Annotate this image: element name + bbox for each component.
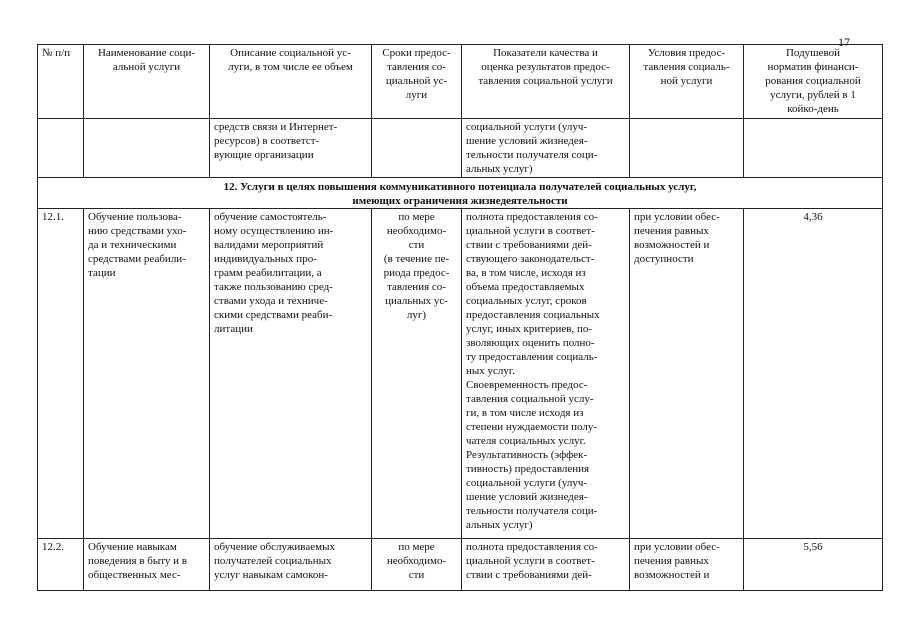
row-num: 12.2.	[38, 539, 84, 591]
cont-num	[38, 119, 84, 178]
services-table	[37, 44, 883, 591]
row-quality: полнота предоставления со- циальной услуги в соответ- ствии с требованиями дей- ствующего законодательст- ва, в том числе, исходя из объема предоставляемых социальных услуг, сроков предоставления социальных услуг, иных критериев, по- зволяющих оценить полно- ту предоставления социаль- ных услуг. Своевременность предос- тавления социальной услу- ги, в том числе исходя из степени нуждаемости полу- чателя социальных услуг. Результативность (эффек- тивность) предоставления социальной услуги (улуч- шение условий жизнедея- тельности получателя соци- альных услуг)	[462, 209, 630, 539]
table-row	[38, 539, 883, 591]
cont-name	[84, 119, 210, 178]
row-terms: по мере необходимо- сти	[372, 539, 462, 591]
cont-description: средств связи и Интернет- ресурсов) в соответст- вующие организации	[210, 119, 372, 178]
cont-conditions	[630, 119, 744, 178]
continuation-row	[38, 119, 883, 178]
row-name: Обучение пользова- нию средствами ухо- да и техническими средствами реабили- тации	[84, 209, 210, 539]
section-title: 12. Услуги в целях повышения коммуникативного потенциала получателей социальных услуг, имеющих ограничения жизнедеятельности	[38, 178, 883, 209]
row-conditions: при условии обес- печения равных возможностей и	[630, 539, 744, 591]
header-conditions: Условия предос- тавления социаль- ной услуги	[630, 45, 744, 119]
header-quality: Показатели качества и оценка результатов предос- тавления социальной услуги	[462, 45, 630, 119]
cont-quality: социальной услуги (улуч- шение условий жизнедея- тельности получателя соци- альных услуг)	[462, 119, 630, 178]
row-description: обучение самостоятель- ному осуществлению ин- валидами мероприятий индивидуальных про- грамм реабилитации, а также пользованию сред- ствами ухода и техниче- скими средствами реаби- литации	[210, 209, 372, 539]
row-description: обучение обслуживаемых получателей социальных услуг навыкам самокон-	[210, 539, 372, 591]
header-description: Описание социальной ус- луги, в том числе ее объем	[210, 45, 372, 119]
row-name: Обучение навыкам поведения в быту и в общественных мес-	[84, 539, 210, 591]
row-norm: 5,56	[744, 539, 883, 591]
row-quality: полнота предоставления со- циальной услуги в соответ- ствии с требованиями дей-	[462, 539, 630, 591]
section-row	[38, 178, 883, 209]
header-num: № п/п	[38, 45, 84, 119]
cont-norm	[744, 119, 883, 178]
row-num: 12.1.	[38, 209, 84, 539]
cont-terms	[372, 119, 462, 178]
header-norm: Подушевой норматив финанси- рования социальной услуги, рублей в 1 койко-день	[744, 45, 883, 119]
row-terms: по мере необходимо- сти (в течение пе- риода предос- тавления со- циальных ус- луг)	[372, 209, 462, 539]
table-row	[38, 209, 883, 539]
row-norm: 4,36	[744, 209, 883, 539]
header-name: Наименование соци- альной услуги	[84, 45, 210, 119]
header-terms: Сроки предос- тавления со- циальной ус- луги	[372, 45, 462, 119]
page-number: 17	[838, 35, 850, 49]
row-conditions: при условии обес- печения равных возможностей и доступности	[630, 209, 744, 539]
table-header-row	[38, 45, 883, 119]
